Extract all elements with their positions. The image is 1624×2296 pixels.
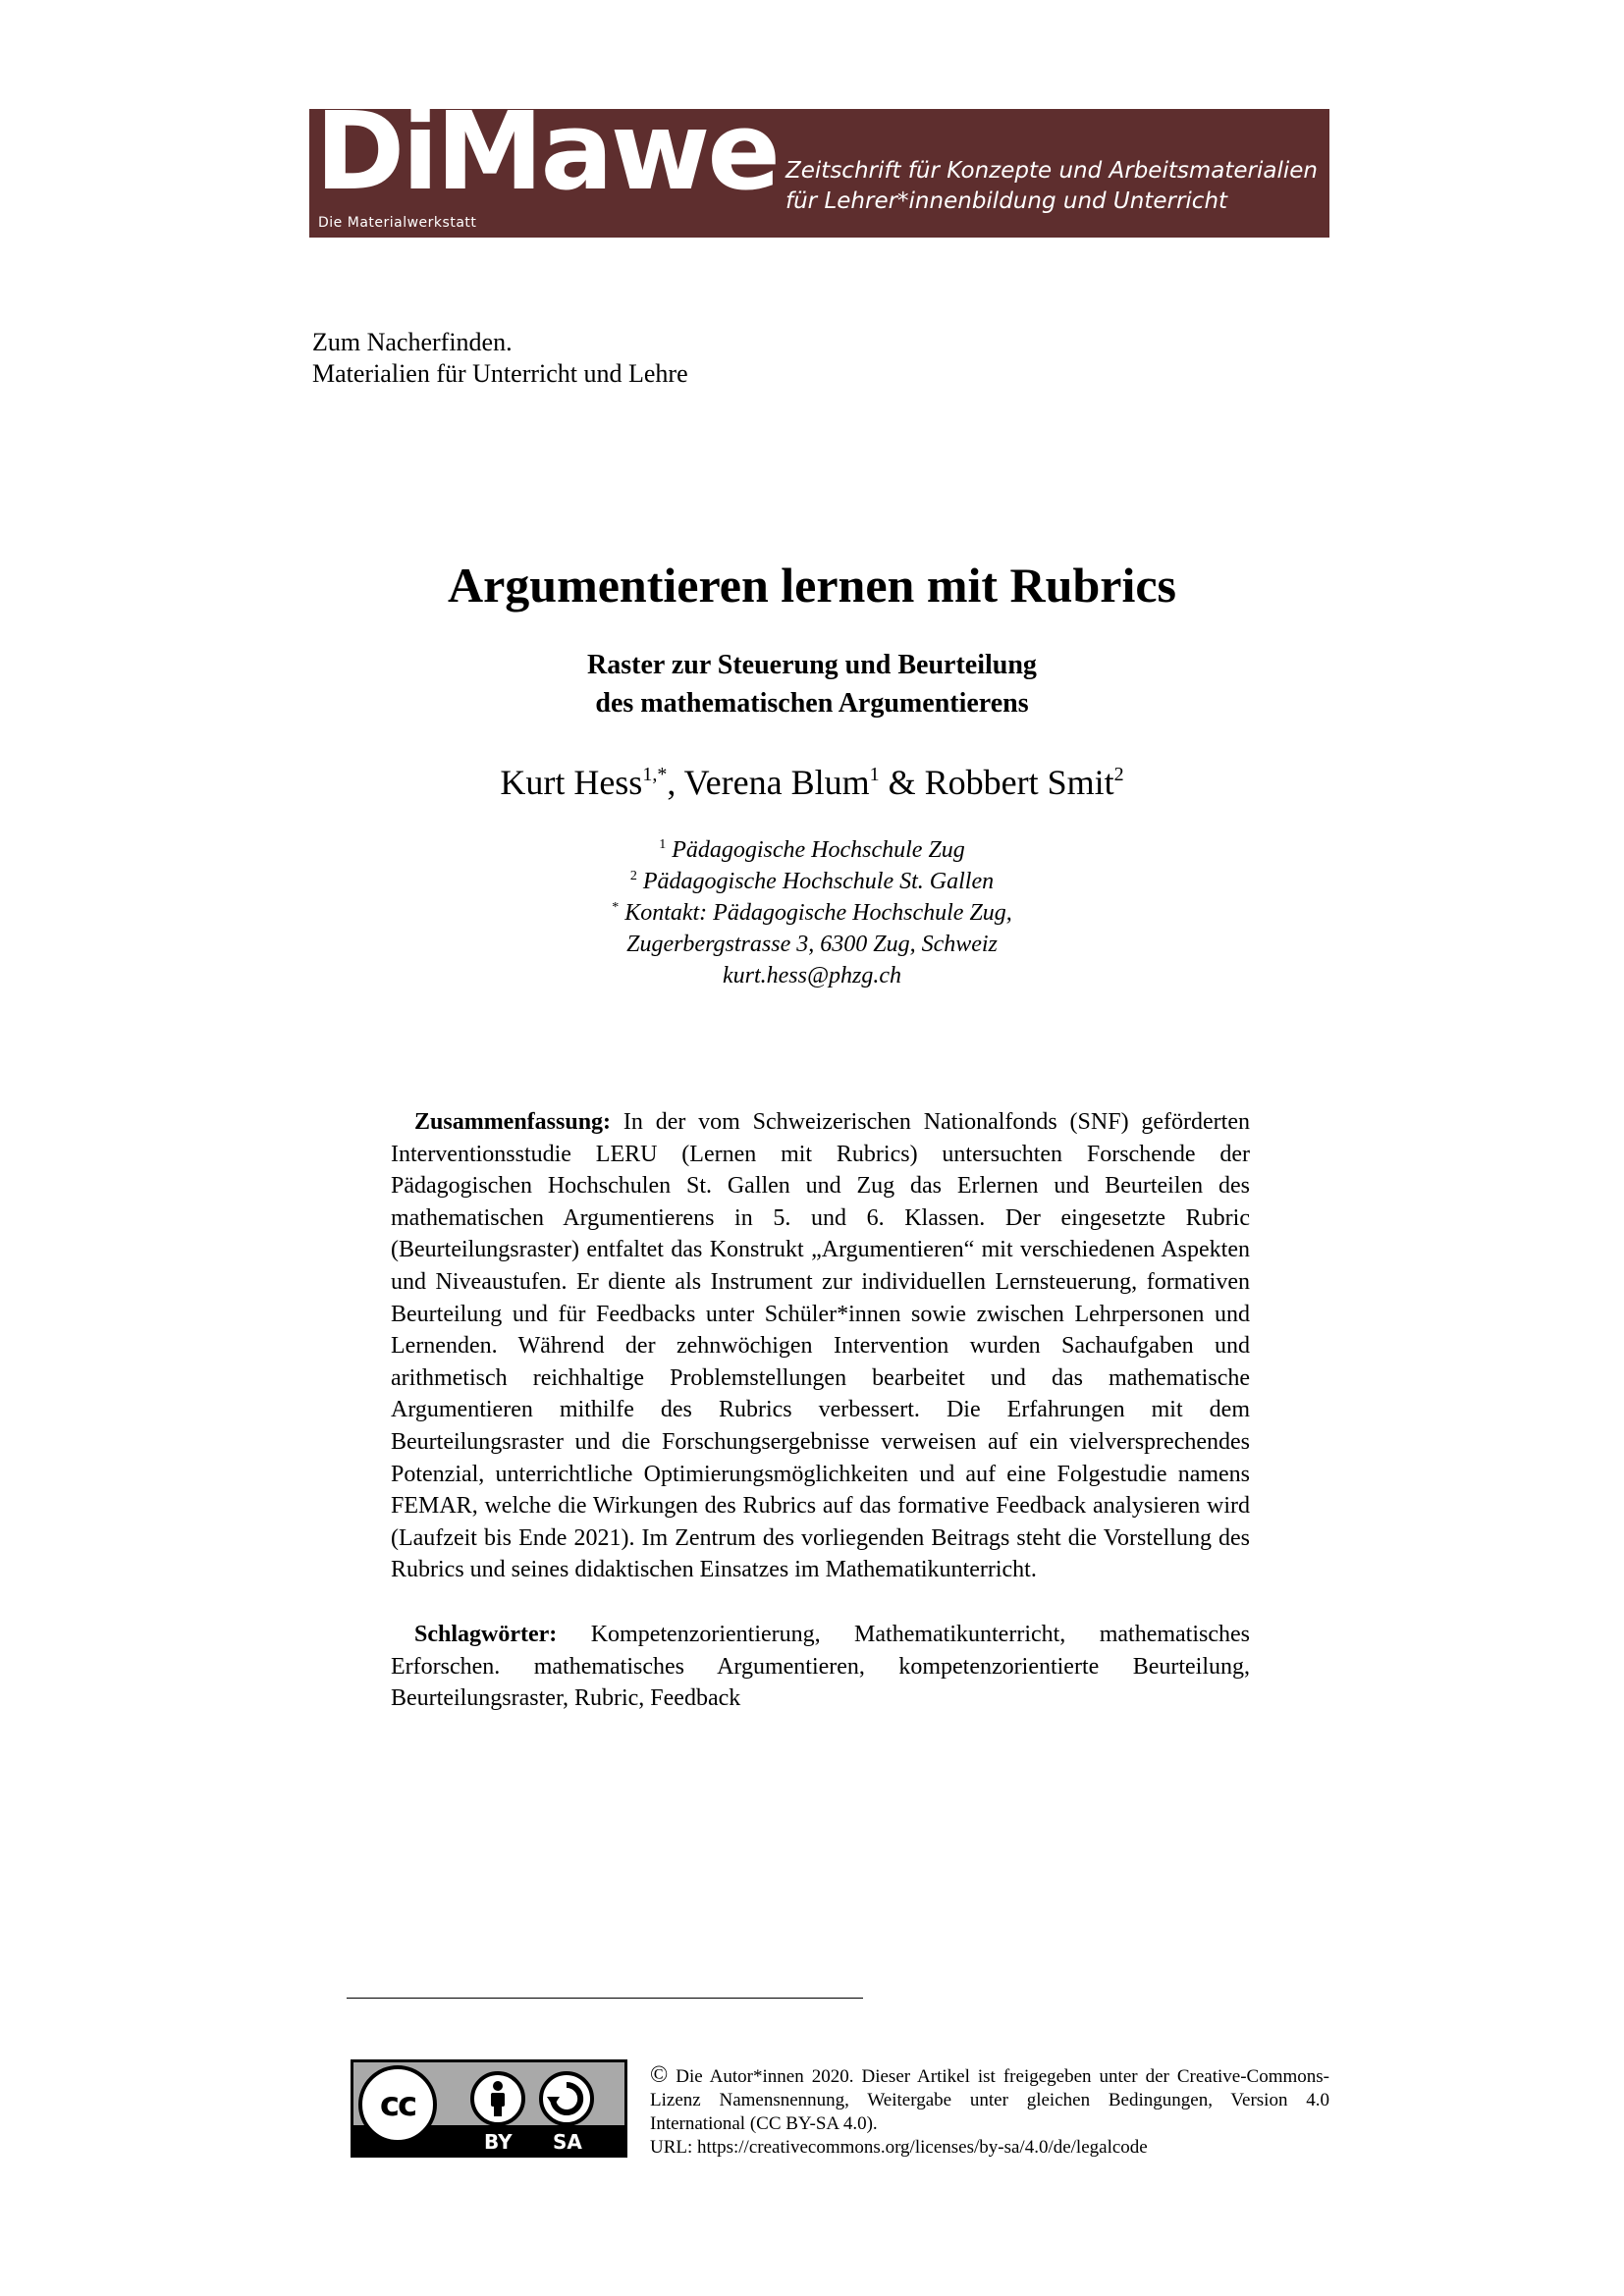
journal-tagline (785, 156, 1318, 217)
author-name: Robbert Smit (924, 763, 1114, 802)
abstract-section (391, 1106, 1250, 1715)
contact-address: Zugerbergstrasse 3, 6300 Zug, Schweiz (626, 932, 998, 957)
author-name: Verena Blum (683, 763, 870, 802)
cc-by-sa-badge[interactable] (351, 2059, 627, 2158)
article-title: Argumentieren lernen mit Rubrics (447, 558, 1177, 613)
series-line-1: Zum Nacherfinden. (312, 328, 513, 356)
author-name: Kurt Hess (500, 763, 643, 802)
keywords-text: Kompetenzorientierung, Mathematikunterricht, mathematisches Erforschen. mathematisches Argumentieren, kompetenzorientierte Beurteilung, Beurteilungsraster, Rubric, Feedback (391, 1621, 1251, 1712)
contact-email[interactable]: kurt.hess@phzg.ch (722, 963, 902, 988)
abstract-paragraph (391, 1106, 1250, 1586)
sa-label: SA (553, 2130, 582, 2154)
cc-icon: cc (358, 2065, 437, 2144)
author-affiliation-marker: 1,* (642, 764, 668, 785)
keywords-label: Schlagwörter: (414, 1621, 558, 1647)
author-list (0, 762, 1624, 803)
affiliation-line: * Kontakt: Pädagogische Hochschule Zug, (612, 900, 1012, 926)
journal-banner (309, 88, 1329, 238)
subtitle-line-1: Raster zur Steuerung und Beurteilung (587, 650, 1037, 680)
author-affiliation-marker: 1 (869, 764, 880, 785)
by-label: BY (484, 2130, 513, 2154)
tagline-line-1: Zeitschrift für Konzepte und Arbeitsmaterialien (785, 158, 1318, 184)
copyright-icon: © (650, 2062, 669, 2088)
article-subtitle (0, 646, 1624, 722)
attribution-icon (470, 2071, 525, 2126)
journal-logo: DiMawe (315, 88, 778, 214)
series-label (312, 327, 688, 390)
abstract-text: In der vom Schweizerischen Nationalfonds (SNF) geförderten Interventionsstudie LERU (Lernen mit Rubrics) untersuchten Forschende der Pädagogischen Hochschulen St. Gallen und Zug das Erlernen und Beurteilen des mathematischen Argumentierens in 5. und 6. Klassen. Der eingesetzte Rubric (Beurteilungsraster) entfaltet das Konstrukt „Argumentieren“ mit verschiedenen Aspekten und Niveaustufen. Er diente als Instrument zur individuellen Lernsteuerung, formativen Beurteilung und für Feedbacks unter Schüler*innen sowie zwischen Lehrpersonen und Lernenden. Während der zehnwöchigen Intervention wurden Sachaufgaben und arithmetisch reichhaltige Problemstellungen bearbeitet und das mathematische Argumentieren mithilfe des Rubrics verbessert. Die Erfahrungen mit dem Beurteilungsraster und die Forschungsergebnisse verweisen auf ein vielversprechendes Potenzial, unterrichtliche Optimierungsmöglichkeiten und auf eine Folgestudie namens FEMAR, welche die Wirkungen des Rubrics auf das formative Feedback analysieren wird (Laufzeit bis Ende 2021). Im Zentrum des vorliegenden Beitrags steht die Vorstellung des Rubrics und seines didaktischen Einsatzes im Mathematikunterricht. (391, 1109, 1250, 1583)
tagline-line-2: für Lehrer*innenbildung und Unterricht (785, 188, 1228, 214)
license-text: © Die Autor*innen 2020. Dieser Artikel ist freigegeben unter der Creative-Commons-Lizenz Namensnennung, Weitergabe unter gleichen Bedingungen, Version 4.0 International (CC BY-SA 4.0). (650, 2062, 1330, 2134)
author-separator: , (667, 763, 684, 802)
subtitle-line-2: des mathematischen Argumentierens (595, 688, 1029, 719)
license-notice (650, 2063, 1329, 2160)
license-url[interactable]: URL: https://creativecommons.org/licenses/by-sa/4.0/de/legalcode (650, 2137, 1148, 2158)
keywords-paragraph (391, 1619, 1250, 1715)
series-line-2: Materialien für Unterricht und Lehre (312, 359, 688, 388)
journal-logo-subtitle: Die Materialwerkstatt (318, 215, 477, 231)
footnote-rule (347, 1998, 863, 1999)
affiliations (0, 834, 1624, 991)
author-affiliation-marker: 2 (1113, 764, 1124, 785)
abstract-label: Zusammenfassung: (414, 1109, 612, 1135)
author-separator: & (879, 763, 925, 802)
share-alike-icon (539, 2071, 594, 2126)
affiliation-line: $^2$ Pädagogische Hochschule St. Gallen (629, 869, 995, 894)
affiliation-line: $^1$ Pädagogische Hochschule Zug (659, 837, 965, 863)
